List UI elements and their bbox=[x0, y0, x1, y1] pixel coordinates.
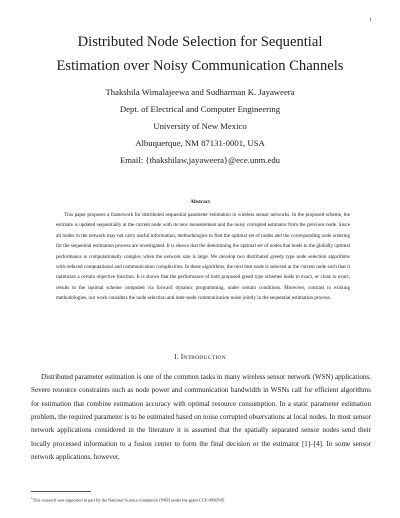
section-title-initial: I bbox=[180, 353, 184, 361]
section-heading bbox=[20, 353, 380, 361]
title-line-1: Distributed Node Selection for Sequential bbox=[77, 34, 323, 50]
author-email: Email: {thakshilaw,jayaweera}@ece.unm.edu bbox=[119, 155, 281, 165]
author-block bbox=[20, 84, 380, 169]
intro-paragraph: Distributed parameter estimation is one of the common tasks in many wireless sensor network (WSN) applications. Severe resource constraints such as node power and communication bandwidth in WSNs call for efficient algorithms for estimation that combine estimation accuracy with optimal resource consumption. In a static parameter estimation problem, the required parameter is to be estimated based on noise corrupted observations at local nodes. In most sensor network applications considered in the literature it is assumed that the spatially separated sensor nodes send their locally processed information to a fusion center to form the final decision or the estimator [1]–[4]. In some sensor network applications, however, bbox=[31, 373, 371, 462]
author-names: Thakshila Wimalajeewa and Sudharman K. Jayaweera bbox=[105, 87, 295, 97]
author-university: University of New Mexico bbox=[153, 121, 247, 131]
abstract-heading: Abstract bbox=[190, 199, 210, 205]
footnote-mark: 1 bbox=[31, 496, 33, 500]
section-number: I. bbox=[174, 353, 179, 361]
footnote-divider bbox=[31, 491, 91, 492]
section-title-rest: NTRODUCTION bbox=[183, 355, 226, 361]
abstract-text: This paper proposes a framework for distributed sequential parameter estimation in wireless sensor networks. In the proposed scheme, the estimate is updated sequentially at the current node with its new measurement and the noisy corrupted estimator from the previous node. Since all nodes in the network may not carry useful information, methodologies to find the optimal set of nodes and the corresponding node ordering for the sequential estimation process are investigated. It is shown that the determining the optimal set of nodes that leads to the globally optimal performance is computationally complex when the network size is large. We develop two distributed greedy type node selection algorithms with reduced computational and communication complexities. In these algorithms, the next best node is selected at the current node such that it optimizes a certain objective function. It is shown that the performance of both proposed greed type schemes leads to exact, or close to exact, results to the optimal scheme computed via forward dynamic programming, under certain conditions. Moreover, contrast to existing methodologies, our work considers the node selection and inter-node communication noise jointly in the sequential estimation process. bbox=[56, 212, 350, 302]
author-department: Dept. of Electrical and Computer Engineering bbox=[119, 104, 281, 114]
footnote-text: This research was supported in part by the National Science foundation (NSF) under the grant CCF-0830545. bbox=[32, 497, 226, 503]
page-number: 1 bbox=[369, 18, 372, 23]
title-line-2: Estimation over Noisy Communication Channels bbox=[56, 58, 344, 74]
author-address: Albuquerque, NM 87131-0001, USA bbox=[135, 138, 265, 148]
footnote bbox=[31, 495, 371, 503]
paper-title bbox=[20, 30, 380, 78]
